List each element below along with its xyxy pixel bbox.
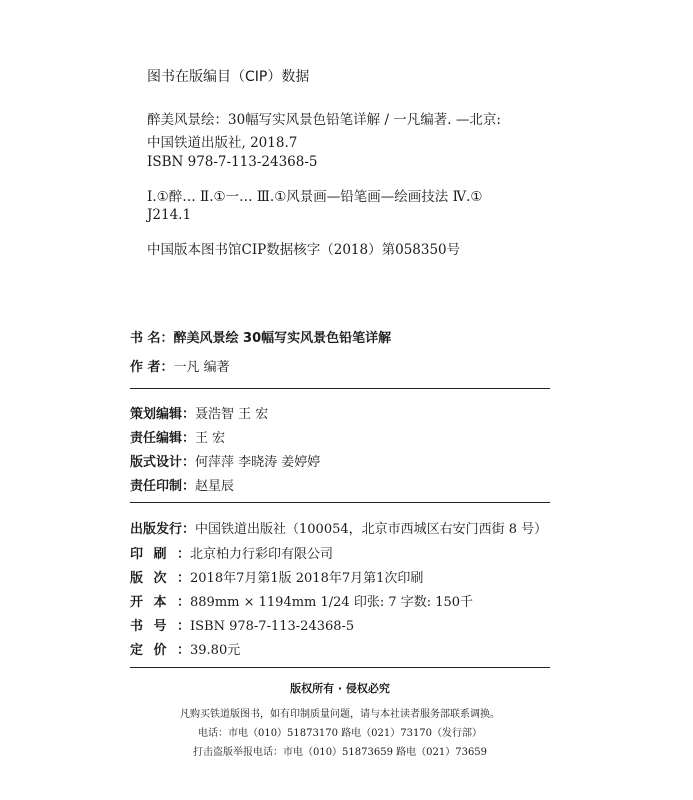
cip-line: 醉美风景绘：30幅写实风景色铅笔详解 / 一凡编著. —北京: [147, 112, 501, 128]
author-label: 作 者： [130, 360, 174, 375]
quality-notice: 凡购买铁道版图书，如有印制质量问题，请与本社读者服务部联系调换。 [180, 709, 500, 720]
edition-row [130, 567, 423, 586]
print-supervisor-label: 责任印制： [130, 479, 196, 494]
printer-row [130, 543, 333, 562]
price-value: 39.80元 [190, 643, 241, 658]
planner-row [130, 403, 268, 422]
anti-piracy-phone: 打击盗版举报电话：市电（010）51873659 路电（021）73659 [192, 747, 488, 758]
print-supervisor-row [130, 475, 234, 494]
contact-phone: 电话：市电（010）51873170 路电（021）73170（发行部） [197, 728, 483, 739]
isbn-value: ISBN 978-7-113-24368-5 [190, 619, 355, 634]
print-supervisor-value: 赵星辰 [195, 479, 235, 494]
divider [130, 502, 550, 503]
book-title-label: 书 名： [130, 331, 174, 346]
price-row [130, 639, 240, 658]
printer-label: 印刷： [130, 547, 190, 562]
format-row [130, 591, 473, 610]
edition-label: 版次： [130, 571, 190, 586]
book-title-value: 醉美风景绘 30幅写实风景色铅笔详解 [173, 331, 392, 346]
format-label: 开本： [130, 595, 190, 610]
planner-label: 策划编辑： [130, 407, 196, 422]
divider [130, 667, 550, 668]
edition-value: 2018年7月第1版 2018年7月第1次印刷 [190, 571, 424, 586]
responsible-editor-label: 责任编辑： [130, 431, 196, 446]
book-title-row [130, 327, 391, 346]
publisher-label: 出版发行： [130, 522, 196, 537]
layout-design-row [130, 451, 320, 470]
planner-value: 聂浩智 王 宏 [195, 407, 269, 422]
cip-line: Ⅰ.①醉… Ⅱ.①一… Ⅲ.①风景画—铅笔画—绘画技法 Ⅳ.① [147, 189, 483, 205]
printer-value: 北京柏力行彩印有限公司 [190, 547, 334, 562]
layout-design-value: 何萍萍 李晓涛 姜婷婷 [195, 455, 321, 470]
divider [130, 388, 550, 389]
responsible-editor-value: 王 宏 [195, 431, 226, 446]
price-label: 定价： [130, 643, 190, 658]
responsible-editor-row [130, 427, 225, 446]
cip-line: 中国铁道出版社, 2018.7 [147, 135, 298, 151]
copyright-notice: 版权所有 · 侵权必究 [290, 682, 390, 695]
cip-line: 中国版本图书馆CIP数据核字（2018）第058350号 [147, 242, 461, 258]
author-value: 一凡 编著 [173, 360, 230, 375]
isbn-label: 书号： [130, 619, 190, 634]
publisher-value: 中国铁道出版社（100054，北京市西城区右安门西街 8 号） [195, 522, 548, 537]
author-row [130, 356, 230, 375]
cip-heading: 图书在版编目（CIP）数据 [147, 69, 310, 85]
cip-line: J214.1 [147, 207, 192, 223]
format-value: 889mm × 1194mm 1/24 印张: 7 字数: 150千 [190, 595, 474, 610]
isbn-row [130, 615, 354, 634]
layout-design-label: 版式设计： [130, 455, 196, 470]
cip-line: ISBN 978-7-113-24368-5 [147, 154, 318, 170]
publisher-row [130, 518, 547, 537]
